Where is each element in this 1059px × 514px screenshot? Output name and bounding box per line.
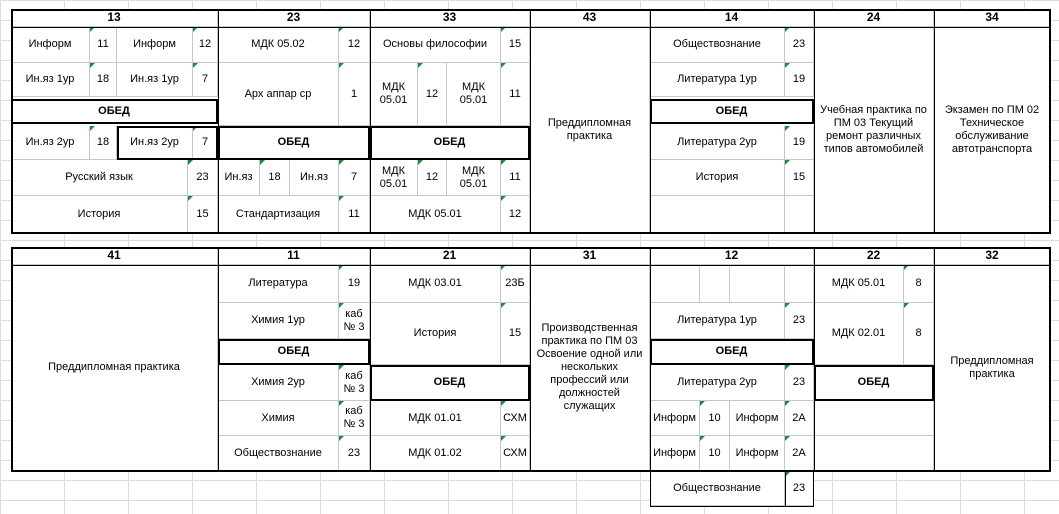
room-cell[interactable]: 19 [785,126,814,160]
subject-cell[interactable]: Информ [650,436,700,471]
room-cell[interactable]: 7 [339,160,370,196]
subject-cell[interactable]: Информ [11,27,90,63]
subject-cell[interactable]: Ин.яз 2ур [11,126,90,160]
lunch-break-cell[interactable]: ОБЕД [370,365,530,401]
subject-cell[interactable]: Литература 1ур [650,63,785,97]
subject-cell[interactable]: История [11,196,188,233]
comment-marker-icon [339,436,344,441]
empty-cell[interactable] [814,436,934,471]
group-divider [370,9,371,233]
subject-cell[interactable]: Ин.яз [290,160,339,196]
subject-cell[interactable]: Химия 1ур [218,303,339,339]
room-cell[interactable]: 15 [785,160,814,196]
room-cell[interactable]: 23 [339,436,370,471]
lunch-break-cell[interactable]: ОБЕД [218,126,370,160]
room-cell[interactable]: 11 [339,196,370,233]
room-cell[interactable]: СХМ [501,401,530,436]
subject-cell[interactable]: Информ [117,27,193,63]
comment-marker-icon [418,63,423,68]
subject-cell[interactable]: МДК 05.01 [370,160,418,196]
comment-marker-icon [501,303,506,308]
subject-cell[interactable]: Арх аппар ср [218,63,339,126]
group-header[interactable]: 21 [370,247,530,265]
comment-marker-icon [785,160,790,165]
group-header[interactable]: 13 [11,9,218,27]
group-divider [934,247,935,471]
room-cell[interactable]: 18 [260,160,290,196]
group-divider [814,247,815,471]
room-cell[interactable]: 12 [339,27,370,63]
subject-cell[interactable]: Ин.яз 1ур [11,63,90,97]
comment-marker-icon [339,160,344,165]
subject-cell[interactable]: Стандартизация [218,196,339,233]
comment-marker-icon [501,436,506,441]
group-header[interactable]: 22 [814,247,934,265]
comment-marker-icon [700,436,705,441]
room-cell[interactable]: 23 [785,472,814,506]
room-cell[interactable]: 10 [700,436,730,471]
room-cell[interactable]: 7 [193,126,218,160]
room-cell[interactable]: 1 [339,63,370,126]
subject-cell[interactable]: МДК 01.02 [370,436,501,471]
room-cell[interactable]: 8 [904,303,934,365]
subject-cell[interactable]: МДК 05.01 [370,63,418,126]
subject-cell[interactable]: МДК 01.01 [370,401,501,436]
room-cell[interactable]: 19 [785,63,814,97]
group-divider [650,247,651,471]
header-divider [11,265,1051,266]
subject-cell[interactable]: Литература 1ур [650,303,785,339]
header-divider [11,27,1051,28]
subject-cell[interactable]: МДК 02.01 [814,303,904,365]
room-cell[interactable]: каб № 3 [339,401,370,436]
subject-cell[interactable]: Информ [730,401,785,436]
subject-cell[interactable]: Ин.яз 1ур [117,63,193,97]
comment-marker-icon [785,401,790,406]
room-cell[interactable]: 11 [501,160,530,196]
lunch-break-cell[interactable]: ОБЕД [650,99,814,124]
subject-cell[interactable]: Основы философии [370,27,501,63]
comment-marker-icon [188,196,193,201]
group-header[interactable]: 33 [370,9,530,27]
room-cell[interactable]: 12 [418,63,447,126]
comment-marker-icon [339,196,344,201]
comment-marker-icon [785,436,790,441]
room-cell[interactable]: 15 [188,196,218,233]
room-cell[interactable]: 23 [785,303,814,339]
room-cell[interactable]: 15 [501,27,530,63]
comment-marker-icon [501,63,506,68]
empty-cell[interactable] [785,265,814,303]
group-divider [218,247,219,471]
room-cell[interactable]: 12 [418,160,447,196]
subject-cell[interactable]: МДК 05.01 [447,63,501,126]
comment-marker-icon [418,160,423,165]
group-header[interactable]: 12 [650,247,814,265]
exam-cell[interactable]: Экзамен по ПМ 02 Техническое обслуживание автотранспорта [934,27,1051,233]
subject-cell[interactable]: Информ [650,401,700,436]
comment-marker-icon [785,126,790,131]
subject-cell[interactable]: Химия [218,401,339,436]
comment-marker-icon [501,401,506,406]
group-divider [530,247,531,471]
room-cell[interactable]: 15 [501,303,530,365]
room-cell[interactable]: 23Б [501,265,530,303]
comment-marker-icon [193,63,198,68]
comment-marker-icon [785,365,790,370]
practice-cell[interactable]: Преддипломная практика [11,265,218,471]
comment-marker-icon [193,126,198,131]
practice-cell[interactable]: Преддипломная практика [934,265,1051,471]
comment-marker-icon [904,303,909,308]
subject-cell[interactable]: История [370,303,501,365]
subject-cell[interactable]: Информ [730,436,785,471]
group-header[interactable]: 11 [218,247,370,265]
group-divider [530,9,531,233]
room-cell[interactable]: 10 [700,401,730,436]
group-divider [650,9,651,233]
practice-cell[interactable]: Преддипломная практика [530,27,650,233]
subject-cell[interactable]: Обществознание [218,436,339,471]
subject-cell[interactable]: Литература 2ур [650,126,785,160]
room-cell[interactable]: 18 [90,126,117,160]
room-cell[interactable]: 18 [90,63,117,97]
room-cell[interactable]: 12 [193,27,218,63]
group-header[interactable]: 14 [650,9,814,27]
comment-marker-icon [700,401,705,406]
comment-marker-icon [188,160,193,165]
lunch-break-cell[interactable]: ОБЕД [370,126,530,160]
comment-marker-icon [785,303,790,308]
subject-cell[interactable]: История [650,160,785,196]
lunch-break-cell[interactable]: ОБЕД [11,99,218,124]
group-divider [370,247,371,471]
group-header[interactable]: 41 [11,247,218,265]
subject-cell[interactable]: Литература [218,265,339,303]
lunch-break-cell[interactable]: ОБЕД [814,365,934,401]
empty-cell[interactable] [730,265,785,303]
room-cell[interactable]: 2А [785,401,814,436]
empty-cell[interactable] [700,265,730,303]
comment-marker-icon [260,160,265,165]
comment-marker-icon [501,196,506,201]
comment-marker-icon [339,365,344,370]
subject-cell[interactable]: МДК 05.01 [370,196,501,233]
empty-cell[interactable] [650,196,785,233]
comment-marker-icon [785,63,790,68]
room-cell[interactable]: 7 [193,63,218,97]
subject-cell[interactable]: Обществознание [650,27,785,63]
empty-cell[interactable] [814,401,934,436]
subject-cell[interactable]: Литература 2ур [650,365,785,401]
comment-marker-icon [90,126,95,131]
room-cell[interactable]: 11 [90,27,117,63]
group-header[interactable]: 32 [934,247,1051,265]
room-cell[interactable]: 19 [339,265,370,303]
group-header[interactable]: 43 [530,9,650,27]
comment-marker-icon [339,63,344,68]
group-header[interactable]: 34 [934,9,1051,27]
group-divider [218,9,219,233]
subject-cell[interactable]: Ин.яз [218,160,260,196]
grid-line [785,471,786,507]
room-cell[interactable]: 8 [904,265,934,303]
room-cell[interactable]: 23 [785,27,814,63]
group-divider [814,9,815,233]
room-cell[interactable]: каб № 3 [339,365,370,401]
room-cell[interactable]: СХМ [501,436,530,471]
comment-marker-icon [90,63,95,68]
subject-cell[interactable]: МДК 03.01 [370,265,501,303]
comment-marker-icon [339,303,344,308]
lunch-break-cell[interactable]: ОБЕД [218,339,370,365]
room-cell[interactable]: 2А [785,436,814,471]
practice-cell[interactable]: Учебная практика по ПМ 03 Текущий ремонт различных типов автомобилей [814,27,934,233]
room-cell[interactable]: 23 [188,160,218,196]
room-cell[interactable]: 11 [501,63,530,126]
comment-marker-icon [501,160,506,165]
comment-marker-icon [339,401,344,406]
subject-cell[interactable]: Ин.яз 2ур [117,126,193,160]
subject-cell[interactable]: Русский язык [11,160,188,196]
empty-cell[interactable] [785,196,814,233]
subject-cell[interactable]: МДК 05.02 [218,27,339,63]
empty-cell[interactable] [650,265,700,303]
subject-cell[interactable]: Обществознание [650,472,785,506]
room-cell[interactable]: каб № 3 [339,303,370,339]
subject-cell[interactable]: МДК 05.01 [814,265,904,303]
practice-cell[interactable]: Производственная практика по ПМ 03 Освоение одной или нескольких профессий или должностей служащих [530,265,650,471]
lunch-break-cell[interactable]: ОБЕД [650,339,814,365]
room-cell[interactable]: 23 [785,365,814,401]
subject-cell[interactable]: МДК 05.01 [447,160,501,196]
group-header[interactable]: 24 [814,9,934,27]
group-divider [934,9,935,233]
group-header[interactable]: 31 [530,247,650,265]
room-cell[interactable]: 12 [501,196,530,233]
group-header[interactable]: 23 [218,9,370,27]
subject-cell[interactable]: Химия 2ур [218,365,339,401]
